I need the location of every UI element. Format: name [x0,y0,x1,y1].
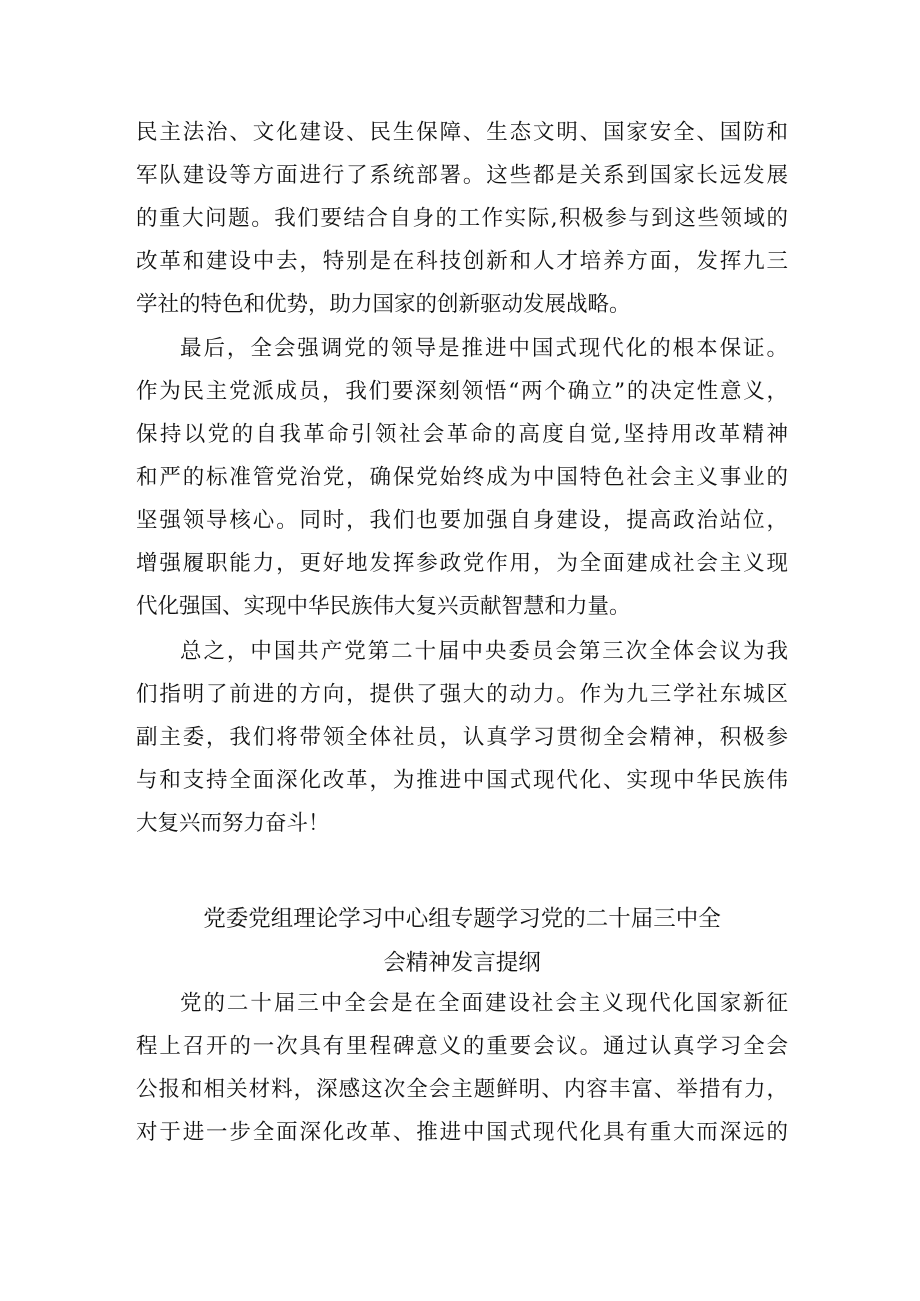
text-line: 们指明了前进的方向，提供了强大的动力。作为九三学社东城区 [136,682,788,707]
text-line: 大复兴而努力奋斗！ [136,811,330,836]
heading-line: 会精神发言提纲 [383,950,541,976]
text-line: 和严的标准管党治党，确保党始终成为中国特色社会主义事业的 [136,465,788,490]
text-line: 副主委，我们将带领全体社员，认真学习贯彻全会精神，积极参 [136,725,788,750]
text-line: 的重大问题。我们要结合自身的工作实际,积极参与到这些领域的 [136,206,788,231]
text-line: 总之，中国共产党第二十届中央委员会第三次全体会议为我 [180,639,788,664]
text-line: 公报和相关材料，深感这次全会主题鲜明、内容丰富、举措有力， [136,1077,788,1102]
text-line: 与和支持全面深化改革，为推进中国式现代化、实现中华民族伟 [136,768,788,793]
text-line: 作为民主党派成员，我们要深刻领悟“两个确立”的决定性意义， [136,379,788,404]
text-line: 党的二十届三中全会是在全面建设社会主义现代化国家新征 [180,991,788,1016]
text-line: 对于进一步全面深化改革、推进中国式现代化具有重大而深远的 [136,1120,788,1145]
text-line: 最后，全会强调党的领导是推进中国式现代化的根本保证。 [180,336,788,361]
heading-line: 党委党组理论学习中心组专题学习党的二十届三中全 [203,906,721,932]
text-line: 增强履职能力，更好地发挥参政党作用，为全面建成社会主义现 [136,551,788,576]
text-line: 学社的特色和优势，助力国家的创新驱动发展战略。 [136,292,631,317]
text-line: 代化强国、实现中华民族伟大复兴贡献智慧和力量。 [136,594,631,619]
text-line: 保持以党的自我革命引领社会革命的高度自觉,坚持用改革精神 [136,422,788,447]
text-line: 民主法治、文化建设、民生保障、生态文明、国家安全、国防和 [136,120,788,145]
text-line: 程上召开的一次具有里程碑意义的重要会议。通过认真学习全会 [136,1034,788,1059]
text-line: 改革和建设中去，特别是在科技创新和人才培养方面，发挥九三 [136,249,788,274]
text-line: 坚强领导核心。同时，我们也要加强自身建设，提高政治站位， [136,508,788,533]
text-line: 军队建设等方面进行了系统部署。这些都是关系到国家长远发展 [136,163,788,188]
